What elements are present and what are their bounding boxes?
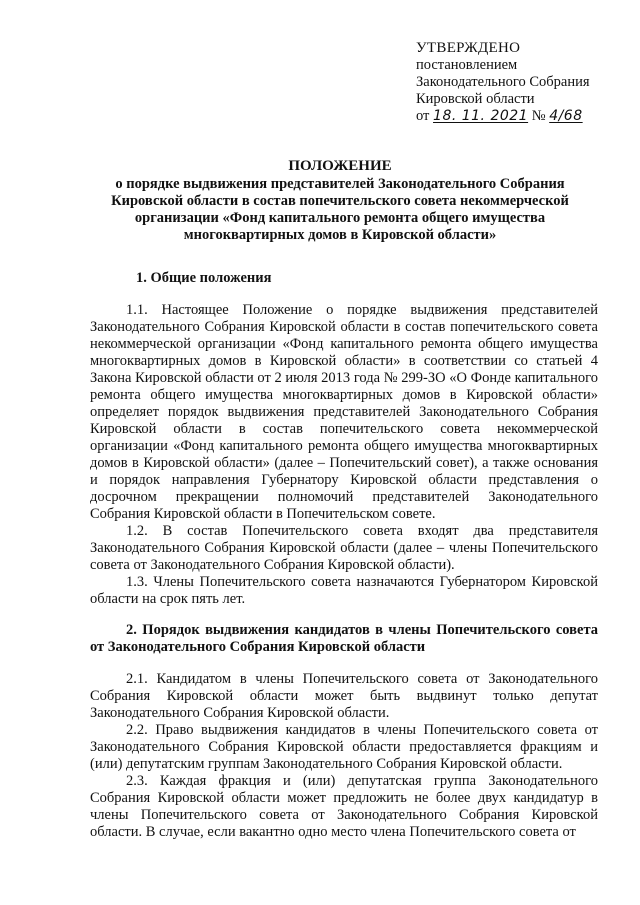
section-2-heading: 2. Порядок выдвижения кандидатов в члены Попечительского совета от Законодательного Собрания Кировской области [90, 622, 598, 655]
title-line: Кировской области в состав попечительского совета некоммерческой [111, 193, 569, 209]
handwritten-date: 18. 11. 2021 [433, 108, 529, 124]
title-main: ПОЛОЖЕНИЕ [288, 158, 392, 174]
document-body [90, 270, 598, 841]
handwritten-number: 4/68 [549, 108, 583, 124]
paragraph-2-1: 2.1. Кандидатом в члены Попечительского совета от Законодательного Собрания Кировской области может быть выдвинут только депутат Законодательного Собрания Кировской области. [90, 671, 598, 721]
title-line: организации «Фонд капитального ремонта общего имущества [134, 210, 546, 226]
title-line: многоквартирных домов в Кировской области» [183, 227, 497, 243]
paragraph-1-3: 1.3. Члены Попечительского совета назначаются Губернатором Кировской области на срок пять лет. [90, 574, 598, 607]
approval-heading: УТВЕРЖДЕНО [416, 40, 521, 56]
approval-line: Законодательного Собрания [416, 74, 590, 90]
approval-date-number [416, 108, 626, 125]
from-label: от [416, 108, 430, 124]
approval-line: Кировской области [416, 91, 535, 107]
paragraph-2-3: 2.3. Каждая фракция и (или) депутатская группа Законодательного Собрания Кировской области может предложить не более двух кандидатур в члены Попечительского совета от Законодательного Собрания Кировской области. В случае, если вакантно одно место члена Попечительского совета от [90, 773, 598, 840]
number-label: № [531, 108, 546, 124]
paragraph-1-2: 1.2. В состав Попечительского совета входят два представителя Законодательного Собрания Кировской области (далее – члены Попечительского совета от Законодательного Собрания Кировской области). [90, 523, 598, 573]
title-line: о порядке выдвижения представителей Законодательного Собрания [115, 176, 565, 192]
paragraph-2-2: 2.2. Право выдвижения кандидатов в члены Попечительского совета от Законодательного Собрания Кировской области предоставляется фракциям и (или) депутатским группам Законодательного Собрания Кировской области. [90, 722, 598, 772]
approval-stamp [416, 40, 626, 125]
section-1-heading: 1. Общие положения [136, 270, 272, 286]
approval-line: постановлением [416, 57, 518, 73]
paragraph-1-1: 1.1. Настоящее Положение о порядке выдвижения представителей Законодательного Собрания Кировской области в состав попечительского совета некоммерческой организации «Фонд капитального ремонта общего имущества многоквартирных домов в Кировской области» в соответствии со статьей 4 Закона Кировской области от 2 июля 2013 года № 299-ЗО «О Фонде капитального ремонта общего имущества многоквартирных домов в Кировской области» определяет порядок выдвижения представителей Законодательного Собрания Кировской области в состав попечительского совета некоммерческой организации «Фонд капитального ремонта общего имущества многоквартирных домов в Кировской области» (далее – Попечительский совет), а также основания и порядок направления Губернатору Кировской области представления о досрочном прекращении полномочий представителей Законодательного Собрания Кировской области в Попечительском совете. [90, 302, 598, 522]
document-title [60, 158, 620, 244]
spacer [90, 608, 598, 622]
